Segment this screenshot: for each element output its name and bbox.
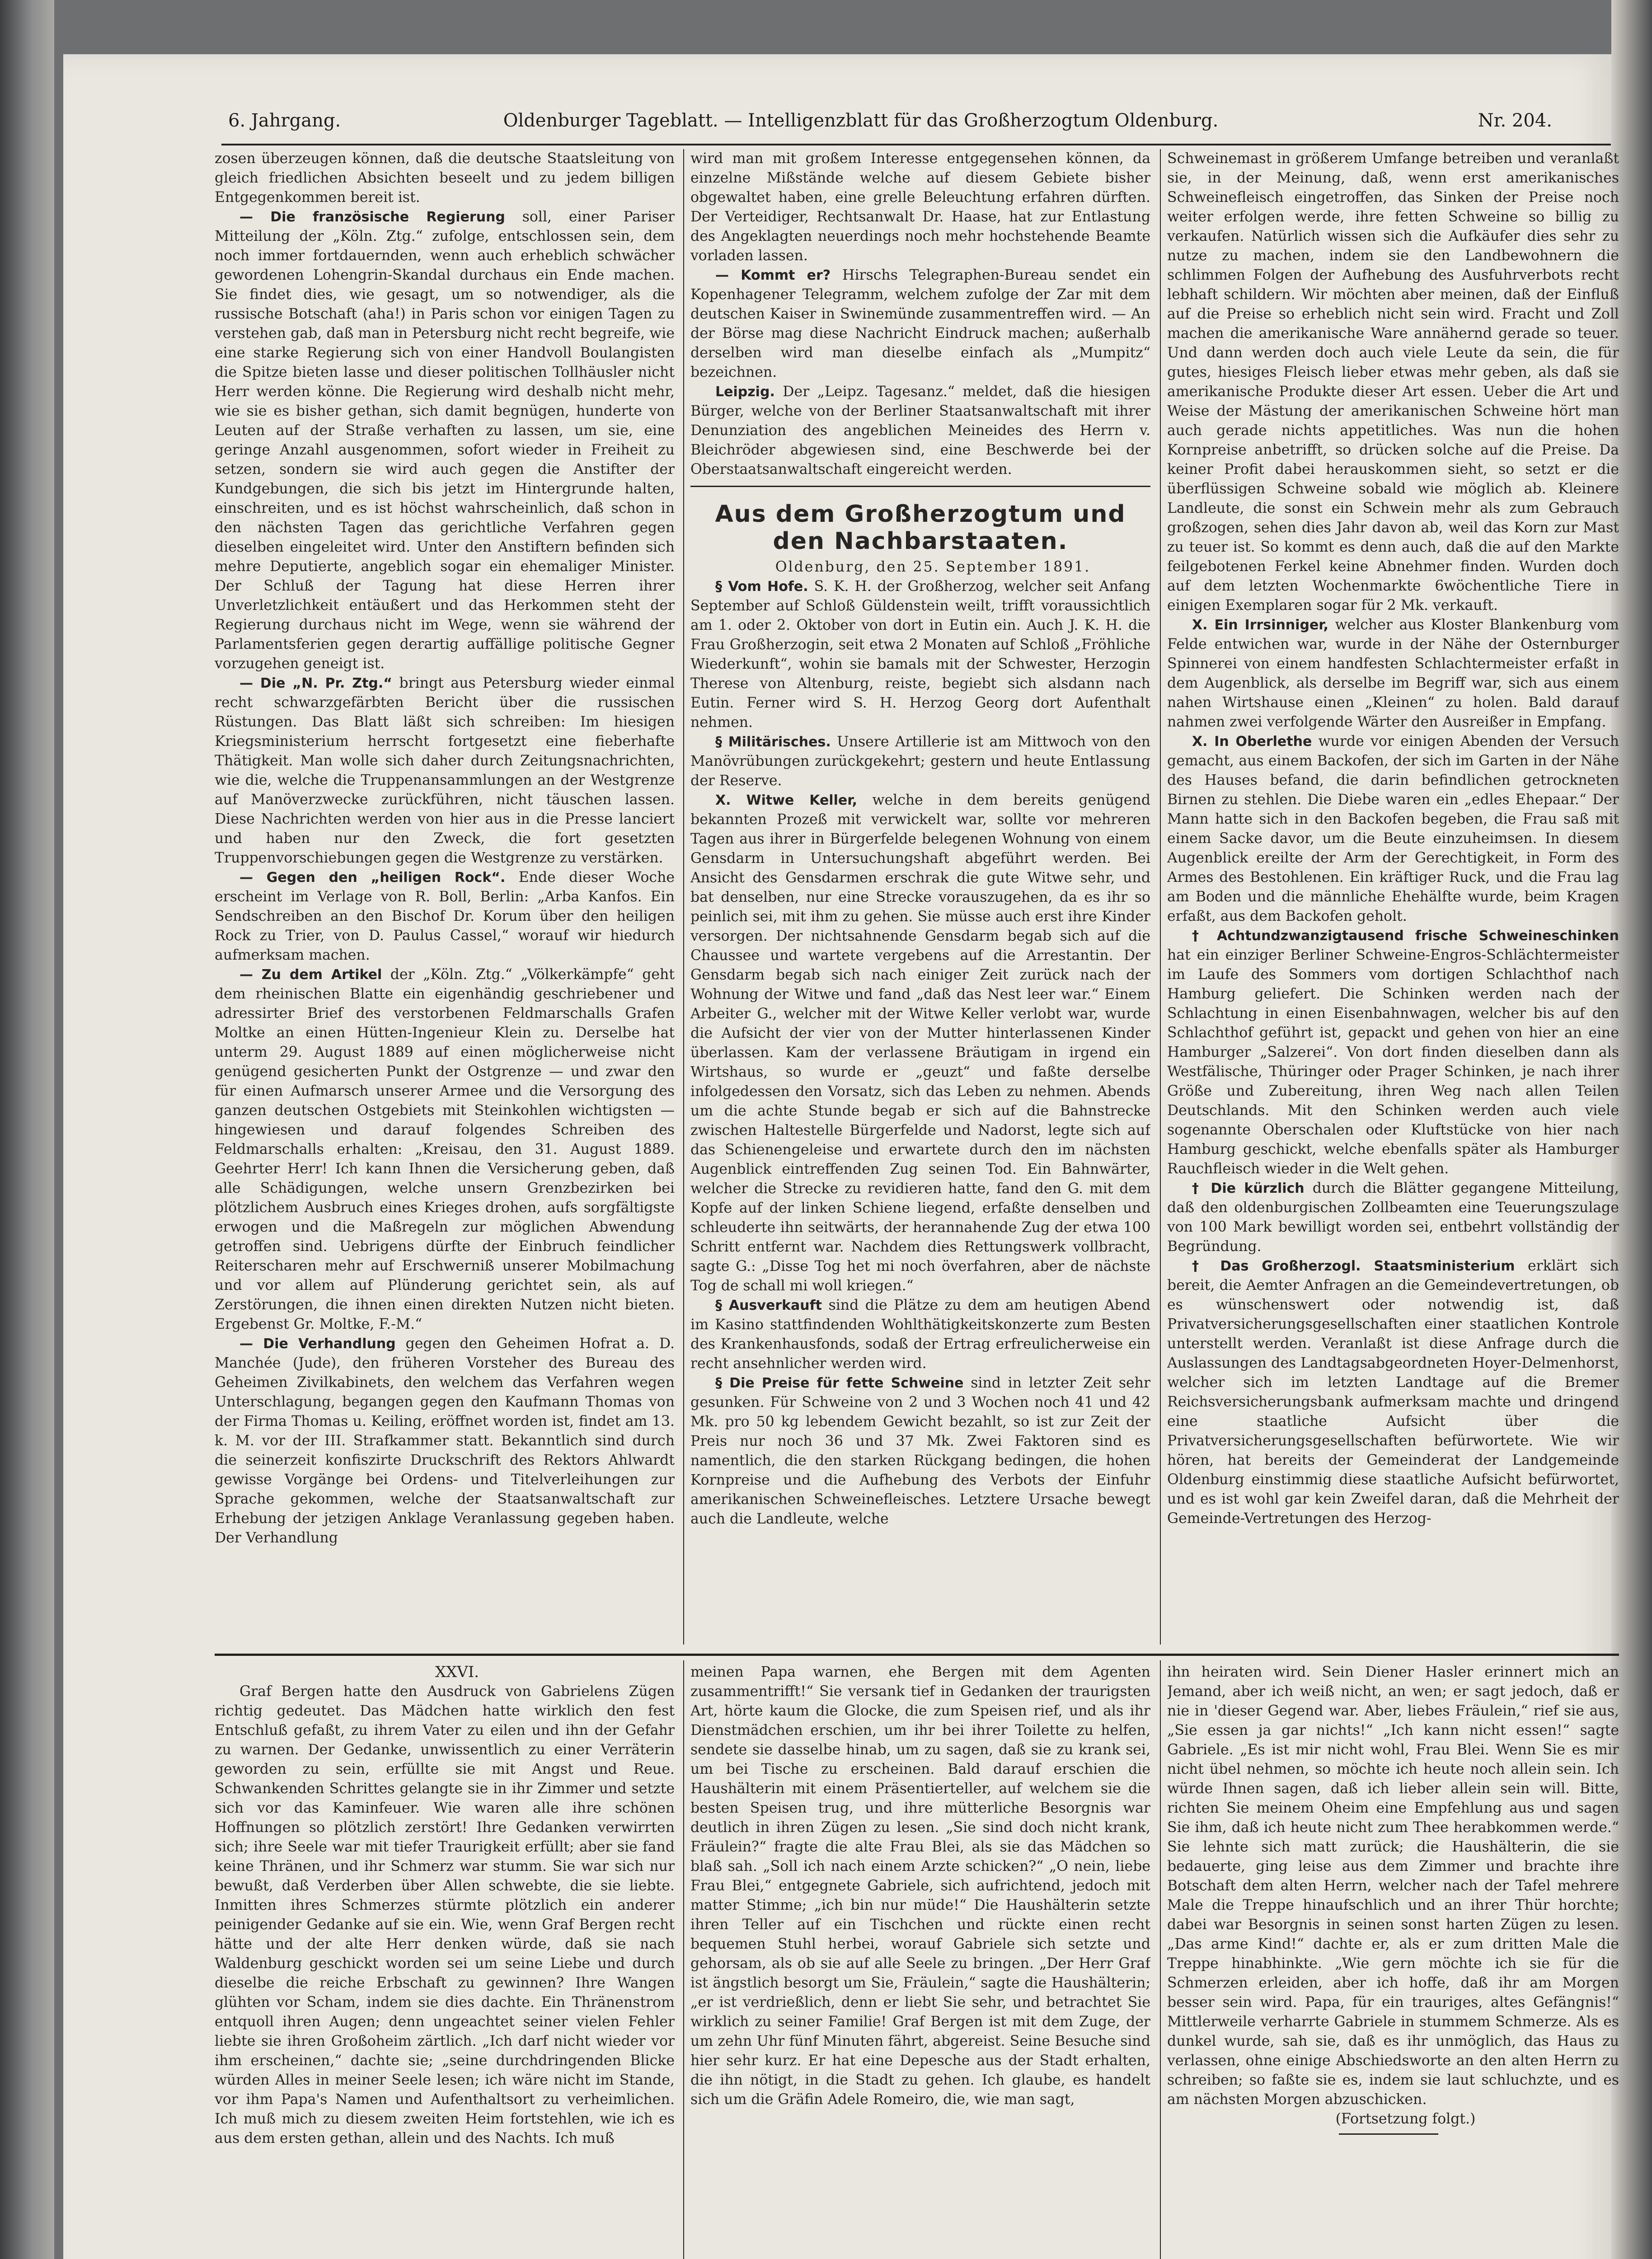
article-text: Schweinemast in größerem Umfange betreiben und veranlaßt sie, in der Meinung, daß, wenn erst amerikanisches Schweinefleisch eingetroffen, das Sinken der Preise noch weiter erfolgen werde, ihre fetten Schweine so billig zu verkaufen. Natürlich wissen sich die Aufkäufer dies sehr zu nutze zu machen, indem sie den Landbewohnern die schlimmen Folgen der Aufhebung des Ausfuhrverbots recht lebhaft schildern. Wir möchten aber meinen, daß der Einfluß auf die Preise so erheblich nicht sein wird. Fracht und Zoll machen die amerikanische Ware annähernd gerade so teuer. Und dann werden doch auch viele Leute da sein, die für gutes, hiesiges Fleisch lieber etwas mehr geben, als daß sie amerikanische Produkte dieser Art essen. Ueber die Art und Weise der Mästung der amerikanischen Schweine hört man auch gerade nichts appetitliches. Was nun die hohen Kornpreise anbetrifft, so drücken solche auf die Preise. Da keiner Profit dabei herauskommen sieht, so setzt er die überflüssigen Schweine sobald wie möglich ab. Kleinere Landleute, die sonst ein Schwein mehr als zum Gebrauch großzogen, sehen dies Jahr davon ab, weil das Korn zur Mast zu teuer ist. So kommt es denn auch, daß die auf den Markte feilgebotenen Ferkel keine Abnehmer finden. Wurden doch auf dem letzten Wochenmarkte 6wöchentliche Tiere in einigen Exemplaren sogar für 2 Mk. verkauft. (1167, 150, 1619, 614)
article-headline: † Das Großherzogl. Staatsministerium (1192, 1258, 1515, 1274)
end-rule (1339, 2133, 1438, 2135)
masthead-rule (221, 144, 1611, 145)
article-text: Hirschs Telegraphen-Bureau sendet ein Kopenhagener Telegramm, welchem zufolge der Zar mit dem deutschen Kaiser in Swinemünde zusammentreffen wird. — An der Börse mag diese Nachricht Eindruck machen; außerhalb derselben wird man dieselbe einfach als „Mumpitz“ bezeichnen. (690, 267, 1150, 380)
article-text: durch die Blätter gegangene Mitteilung, daß den oldenburgischen Zollbeamten eine Teuerungszulage von 100 Mark bewilligt worden sei, entbehrt vollständig der Begründung. (1167, 1180, 1619, 1255)
article-headline: X. In Oberlethe (1192, 734, 1312, 750)
article-text: der „Köln. Ztg.“ „Völkerkämpfe“ geht dem rheinischen Blatte ein eigenhändig geschriebener und adressirter Brief des verstorbenen Feldmarschalls Grafen Moltke an einen Hütten-Ingenieur Klein zu. Derselbe hat unterm 29. August 1889 auf einen möglicherweise nicht genügend gesicherten Punkt der Ostgrenze — und zwar den für einen Aufmarsch unserer Armee und die Versorgung des ganzen deutschen Ostgebiets mit Steinkohlen wichtigsten — hingewiesen und darauf folgendes Schreiben des Feldmarschalls erhalten: „Kreisau, den 31. August 1889. Geehrter Herr! Ich kann Ihnen die Versicherung geben, daß alle Schädigungen, welche unsern Grenzbezirken bei plötzlichem Ausbruch eines Krieges drohen, aufs sorgfältigste erwogen und die Maßregeln zur möglichen Abwendung getroffen sind. Uebrigens dürfte der Einbruch feindlicher Reiterscharen mehr auf Erschwerniß unserer Mobilmachung und vor allem auf Plünderung gerichtet sein, als auf Zerstörungen, die ihnen einen direkten Nutzen nicht bieten. Ergebenst Gr. Moltke, F.-M.“ (215, 966, 675, 1332)
feuilleton-text: meinen Papa warnen, ehe Bergen mit dem Agenten zusammentrifft!“ Sie versank tief in Gedanken der traurigsten Art, hörte kaum die Glocke, die zum Speisen rief, und als ihr Dienstmädchen erschien, um ihr bei ihrer Toilette zu helfen, sendete sie dasselbe hinab, um zu sagen, daß sie zu krank sei, um bei Tische zu erscheinen. Bald darauf erschien die Haushälterin mit einem Präsentierteller, auf welchem sie die besten Speisen trug, und ihre mütterliche Besorgnis war deutlich in ihren Zügen zu lesen. „Sie sind doch nicht krank, Fräulein?“ fragte die alte Frau Blei, als sie das Mädchen so blaß sah. „Soll ich nach einem Arzte schicken?“ „O nein, liebe Frau Blei,“ entgegnete Gabriele, sich aufrichtend, jedoch mit matter Stimme; „ich bin nur müde!“ Die Haushälterin setzte ihren Teller auf ein Tischchen und rückte einen recht bequemen Stuhl herbei, worauf Gabriele sich setzte und gehorsam, als ob sie auf alle Seele zu bringen. „Der Herr Graf ist ängstlich besorgt um Sie, Fräulein,“ sagte die Haushälterin; „er ist verdrießlich, denn er liebt Sie sehr, und betrachtet Sie wirklich zu seiner Familie! Graf Bergen ist mit dem Zuge, der um zehn Uhr fünf Minuten fährt, abgereist. Seine Besuche sind hier sehr kurz. Er hat eine Depesche aus der Stadt erhalten, die ihn nötigt, in die Stadt zu gehen. Ich glaube, es handelt sich um die Gräfin Adele Romeiro, die, wie man sagt, (690, 1664, 1150, 2108)
article (690, 791, 1150, 1296)
article-headline: X. Ein Irrsinniger, (1192, 617, 1329, 633)
article-text: erklärt sich bereit, die Aemter Anfragen an die Gemeindevertretungen, ob es wünschenswert oder notwendig ist, daß Privatversicherungsgesellschaften einer staatlichen Kontrole unterstellt werden. Veranlaßt ist diese Anfrage durch die Auslassungen des Landtagsabgeordneten Hoyer-Delmenhorst, welcher sich im letzten Landtage auf die Bremer Reichsversicherungsbank aufmerksam machte und dringend eine staatliche Aufsicht über die Privatversicherungsgesellschaften befürwortete. Wie wir hören, hat bereits der Gemeinderat der Landgemeinde Oldenburg einstimmig diese staatliche Aufsicht befürwortet, und es ist wohl gar kein Zweifel daran, daß die Mehrheit der Gemeinde-Vertretungen des Herzog- (1167, 1258, 1619, 1527)
article (215, 1334, 675, 1548)
article (690, 382, 1150, 479)
article-headline: § Ausverkauft (715, 1298, 822, 1313)
article (215, 207, 675, 674)
article-text: wurde vor einigen Abenden der Versuch gemacht, aus einem Backofen, der sich im Garten in der Nähe des Hauses befand, die darin befindlichen getrockneten Birnen zu stehlen. Die Diebe waren ein „edles Ehepaar.“ Der Mann hatte sich in den Backofen begeben, die Frau saß mit einem Sacke davor, um die Beute einzuheimsen. In diesem Augenblick ereilte der Arm der Gerechtigkeit, in Form des Armes des Bestohlenen. Ein kräftiger Ruck, und die Frau lag am Boden und die männliche Ehehälfte wurde, beim Kragen erfaßt, aus dem Backofen geholt. (1167, 733, 1619, 924)
feuilleton-text: Graf Bergen hatte den Ausdruck von Gabrielens Zügen richtig gedeutet. Das Mädchen hatte wirklich den fest Entschluß gefaßt, zu ihrem Vater zu eilen und ihn der Gefahr zu warnen. Der Gedanke, unwissentlich zu einer Verräterin geworden zu sein, erfüllte sie mit Angst und Reue. Schwankenden Schrittes gelangte sie in ihr Zimmer und setzte sich vor das Kaminfeuer. Wie waren alle ihre schönen Hoffnungen so plötzlich zerstört! Ihre Gedanken verwirrten sich; ihre Seele war mit tiefer Traurigkeit erfüllt; aber sie fand keine Thränen, und ihr Schmerz war stumm. Sie war sich nur bewußt, daß Verderben über Allen schwebte, die sie liebte. Inmitten ihres Schmerzes stürmte plötzlich ein anderer peinigender Gedanke auf sie ein. Wie, wenn Graf Bergen recht hätte und der alte Herr denken würde, daß sie nach Waldenburg geschickt worden sei um seine Liebe und durch dieselbe die reiche Erbschaft zu gewinnen? Ihre Wangen glühten vor Scham, indem sie dies dachte. Ein Thränenstrom entquoll ihren Augen; denn ungeachtet seiner vielen Fehler liebte sie ihren Großoheim zärtlich. „Ich darf nicht wieder vor ihm erscheinen,“ dachte sie; „seine durchdringenden Blicke würden Alles in meiner Seele lesen; ich wäre nicht im Stande, vor ihm Papa's Namen und Aufenthaltsort zu verheimlichen. Ich muß mich zu diesem zweiten Heim fortstehlen, wie ich es aus dem ersten gethan, allein und des Nachts. Ich muß (215, 1683, 675, 2147)
article-headline: — Die französische Regierung (239, 209, 505, 225)
article-text: wird man mit großem Interesse entgegensehen können, da einzelne Mißstände welche auf diesem Gebiete bisher obgewaltet haben, eine grelle Beleuchtung erfahren dürften. Der Verteidiger, Rechtsanwalt Dr. Haase, hat zur Entlastung des Angeklagten neuerdings noch mehr hochstehende Beamte vorladen lassen. (690, 150, 1150, 264)
article-text: sind die Plätze zu dem am heutigen Abend im Kasino stattfindenden Wohlthätigkeitskonzerte zum Besten des Krankenhausfonds, sodaß der Ertrag erfreulicherweise ein recht ansehnlicher werden wird. (690, 1297, 1150, 1372)
article-text: S. K. H. der Großherzog, welcher seit Anfang September auf Schloß Güldenstein weilt, trifft voraussichtlich am 1. oder 2. Oktober von dort in Eutin ein. Auch J. K. H. die Frau Großherzogin, seit etwa 2 Monaten auf Schloß „Fröhliche Wiederkunft“, wohin sie bamals mit der Schwester, Herzogin Therese von Altenburg, reiste, begiebt sich alsdann nach Eutin. Ferner wird S. H. Herzog Georg dort Aufenthalt nehmen. (690, 578, 1150, 731)
article (1167, 732, 1619, 926)
issue-number: Nr. 204. (1478, 110, 1552, 131)
feuilleton-column-3 (1167, 1663, 1619, 2259)
column-divider-2 (1160, 149, 1161, 1645)
article (690, 1373, 1150, 1529)
article (1167, 615, 1619, 732)
article (215, 868, 675, 965)
article (690, 577, 1150, 732)
news-column-1 (215, 149, 675, 1649)
section-heading: Aus dem Großherzogtum und den Nachbarstaaten. (715, 501, 1126, 555)
article-text: zosen überzeugen können, daß die deutsche Staatsleitung von gleich friedlichen Absichten beseelt und zu jedem billigen Entgegenkommen bereit ist. (215, 150, 675, 206)
article-text: gegen den Geheimen Hofrat a. D. Manchée (Jude), den früheren Vorsteher des Bureau des Geheimen Zivilkabinets, den welchem das Verfahren wegen Unterschlagung, begangen gegen den Kaufmann Thomas von der Firma Thomas u. Keiling, eröffnet worden ist, findet am 13. k. M. vor der III. Strafkammer statt. Bekanntlich sind durch die seinerzeit konfiszirte Druckschrift des Rektors Ahlwardt gewisse Vorgänge bei Ordens- und Titelverleihungen zur Sprache gekommen, welche der Staatsanwaltschaft zur Erhebung der jetzigen Anklage Veranlassung gegeben haben. Der Verhandlung (215, 1336, 675, 1546)
article-text: Ende dieser Woche erscheint im Verlage von R. Boll, Berlin: „Arba Kanfos. Ein Sendschreiben an den Bischof Dr. Korum über den heiligen Rock zu Trier, von D. Paulus Cassel,“ worauf wir hiedurch aufmerksam machen. (215, 869, 675, 963)
feuilleton-column-1 (215, 1663, 675, 2259)
feuilleton-divider-1 (683, 1660, 684, 2259)
article-text: soll, einer Pariser Mitteilung der „Köln. Ztg.“ zufolge, entschlossen sein, dem noch immer fortdauernden, wenn auch erheblich schwächer gewordenen Lohengrin-Skandal durchaus ein Ende machen. Sie findet dies, wie gesagt, um so notwendiger, als die russische Botschaft (aha!) in Paris schon vor einigen Tagen zu verstehen gab, daß man in Petersburg nicht recht begreife, wie eine starke Regierung sich von einer Handvoll Boulangisten die Spitze bieten lasse und dieser politischen Tollhäusler nicht Herr werden könne. Die Regierung wird deshalb nicht mehr, wie sie es bisher gethan, sich damit begnügen, hunderte von Leuten auf der Straße verhaften zu lassen, um sie, eine geringe Anzahl ausgenommen, sofort wieder in Freiheit zu setzen, sondern sie wird auch gegen die Anstifter der Kundgebungen, die sich bis jetzt im Hintergrunde halten, einschreiten, und es ist höchst wahrscheinlich, daß schon in den nächsten Tagen das gerichtliche Verfahren gegen dieselben eingeleitet wird. Unter den Anstiftern befinden sich mehre Deputierte, angeblich sogar ein ehemaliger Minister. Der Schluß der Tagung hat diese Herren ihrer Unverletzlichkeit entäußert und das Herkommen steht der Regierung durchaus nicht im Wege, wenn sie während der Parlamentsferien gegen derartig auffällige politische Gegner vorzugehen geneigt ist. (215, 209, 675, 672)
article-headline: — Gegen den „heiligen Rock“. (239, 870, 506, 886)
article-headline: Leipzig. (715, 384, 775, 400)
article-headline: — Die „N. Pr. Ztg.“ (239, 675, 393, 691)
news-column-3 (1167, 149, 1619, 1649)
article-headline: X. Witwe Keller, (715, 792, 857, 808)
column-divider-1 (683, 149, 684, 1645)
article (215, 965, 675, 1334)
dateline: Oldenburg, den 25. September 1891. (775, 559, 1091, 575)
article (690, 266, 1150, 382)
feuilleton-divider-2 (1160, 1660, 1161, 2259)
news-column-2 (690, 149, 1150, 1649)
feuilleton-column-2 (690, 1663, 1150, 2259)
masthead (156, 104, 1566, 140)
article (1167, 1256, 1619, 1528)
article-headline: † Achtundzwanzigtausend frische Schweineschinken (1192, 928, 1619, 944)
chapter-numeral: XXVI. (435, 1663, 479, 1681)
article (690, 732, 1150, 791)
article (1167, 1179, 1619, 1256)
article-text: Der „Leipz. Tagesanz.“ meldet, daß die hiesigen Bürger, welche von der Berliner Staatsanwaltschaft mit ihrer Denunziation des angeblichen Meineides des Herrn v. Bleichröder abgewiesen sind, eine Beschwerde bei der Oberstaatsanwaltschaft eingereicht werden. (690, 384, 1150, 478)
article-headline: § Militärisches. (715, 734, 831, 750)
article-headline: — Kommt er? (715, 267, 831, 283)
newspaper-title: Oldenburger Tageblatt. — Intelligenzblatt für das Großherzogtum Oldenburg. (503, 110, 1219, 131)
book-binding (0, 0, 54, 2259)
article-headline: — Die Verhandlung (239, 1336, 396, 1352)
article-text: hat ein einziger Berliner Schweine-Engros-Schlächtermeister im Laufe des Sommers vom dortigen Schlachthof nach Hamburg geliefert. Die Schinken werden nach der Schlachtung in einen Eisenbahnwagen, welcher bis auf den Schlachthof geführt ist, gepackt und gehen von hier an eine Hamburger „Salzerei“. Von dort finden dieselben dann als Westfälische, Thüringer oder Prager Schinken, je nach ihrer Größe und Zubereitung, ihren Weg nach allen Teilen Deutschlands. Mit den Schinken werden auch viele sogenannte Oberschalen oder Kluftstücke von hier nach Hamburg geschickt, welche ebenfalls später als Hamburger Rauchfleisch wieder in die Welt gehen. (1167, 947, 1619, 1177)
section-rule (690, 486, 1150, 487)
article (215, 674, 675, 868)
article-headline: § Die Preise für fette Schweine (715, 1375, 964, 1391)
article-headline: § Vom Hofe. (715, 579, 808, 595)
article-text: welche in dem bereits genügend bekannten Prozeß mit verwickelt war, sollte vor mehreren Tagen aus ihrer in Bürgerfelde belegenen Wohnung von einem Gensdarm in Untersuchungshaft abgeführt werden. Bei Ansicht des Gensdarmen erschrak die gute Witwe sehr, und bat denselben, nur eine Strecke vorauszugehen, da es ihr so peinlich sei, mit ihm zu gehen. Sie müsse auch erst ihre Kinder versorgen. Der nichtsahnende Gensdarm begab sich auf die Chaussee und wartete vergebens auf die Arrestantin. Der Gensdarm begab sich nach einiger Zeit zurück nach der Wohnung der Witwe und fand „daß das Nest leer war.“ Einem Arbeiter G., welcher mit der Witwe Keller verlobt war, wurde die Aufsicht der vier von der Mutter hinterlassenen Kinder überlassen. Kam der verlassene Bräutigam in irgend ein Wirtshaus, so wurde er „geuzt“ und faßte derselbe infolgedessen den Vorsatz, sich das Leben zu nehmen. Abends um die achte Stunde begab er sich auf die Bahnstrecke zwischen Haltestelle Bürgerfelde und Nadorst, legte sich auf das Schienengeleise und erwartete durch den im nächsten Augenblick eintreffenden Zug seinen Tod. Ein Bahnwärter, welcher die Strecke zu revidieren hatte, fand den G. mit dem Kopfe auf der linken Schiene liegend, erfaßte denselben und schleuderte ihn seitwärts, der herannahende Zug der etwa 100 Schritt entfernt war. Nachdem dies Rettungswerk vollbracht, sagte G.: „Disse Tog het mi noch överfahren, aber de nächste Tog de schall mi woll kriegen.“ (690, 792, 1150, 1294)
feuilleton-rule (215, 1654, 1619, 1656)
volume-label: 6. Jahrgang. (228, 110, 341, 131)
article-headline: † Die kürzlich (1192, 1181, 1305, 1196)
article (1167, 926, 1619, 1179)
continuation-note: (Fortsetzung folgt.) (1335, 2111, 1476, 2127)
article-headline: — Zu dem Artikel (239, 967, 382, 983)
feuilleton-text: ihn heiraten wird. Sein Diener Hasler erinnert mich an Jemand, aber ich weiß nicht, an wen; er sagt jedoch, daß er nie in 'dieser Gegend war. Aber, liebes Fräulein,“ rief sie aus, „Sie essen ja gar nichts!“ „Ich kann nicht essen!“ sagte Gabriele. „Es ist mir nicht wohl, Frau Blei. Wenn Sie es mir nicht übel nehmen, so möchte ich heute noch allein sein. Ich würde Ihnen sagen, daß ich lieber allein sein will. Bitte, richten Sie meinem Oheim eine Empfehlung aus und sagen Sie ihm, daß ich heute nicht zum Thee herabkommen werde.“ Sie lehnte sich matt zurück; die Haushälterin, die sie bedauerte, ging leise aus dem Zimmer und brachte ihre Botschaft dem alten Herrn, welcher nach der Tafel mehrere Male die Treppe hinaufschlich und an ihrer Thür horchte; dabei war Besorgnis in seinen sonst harten Zügen zu lesen. „Das arme Kind!“ dachte er, als er zum dritten Male die Treppe hinabhinkte. „Wie gern möchte ich sie für die Schmerzen erleiden, aber ich hoffe, daß ihr am Morgen besser sein wird. Papa, für ein trauriges, altes Gefängnis!“ Mittlerweile verharrte Gabriele in stummem Schmerze. Als es dunkel wurde, sah sie, daß es ihr unmöglich, das Haus zu verlassen, ohne einige Abschiedsworte an den alten Herrn zu schreiben; so faßte sie es, indem sie laut schluchzte, und es am nächsten Morgen abzuschicken. (1167, 1664, 1619, 2108)
article-text: bringt aus Petersburg wieder einmal recht schwarzgefärbten Bericht über die russischen Rüstungen. Das Blatt läßt sich schreiben: Im hiesigen Kriegsministerium herrscht fortgesetzt eine fieberhafte Thätigkeit. Man wolle sich daher durch Zeitungsnachrichten, wie die, welche die Truppenansammlungen an der Westgrenze auf Manöverzwecke zurückführen, nicht täuschen lassen. Diese Nachrichten werden von hier aus in die Presse lanciert und haben nur den Zweck, die fort gesetzten Truppenvorschiebungen gegen die Westgrenze zu verstärken. (215, 675, 675, 866)
article (690, 1296, 1150, 1373)
article-text: sind in letzter Zeit sehr gesunken. Für Schweine von 2 und 3 Wochen noch 41 und 42 Mk. pro 50 kg lebendem Gewicht bezahlt, so ist zur Zeit der Preis nur noch 36 und 37 Mk. Zwei Faktoren sind es namentlich, die den starken Rückgang bedingen, die hohen Kornpreise und die Aufhebung des Verbots der Einfuhr amerikanischen Schweinefleisches. Letztere Ursache bewegt auch die Landleute, welche (690, 1375, 1150, 1527)
article-text: welcher aus Kloster Blankenburg vom Felde entwichen war, wurde in der Nähe der Osternburger Spinnerei von einem handfesten Schlachtermeister erfaßt in dem Augenblick, als derselbe im Begriff war, sich aus einem nahen Wirtshause einen „Kleinen“ zu holen. Bald darauf nahmen zwei verfolgende Wärter den Ausreißer in Empfang. (1167, 617, 1619, 730)
article-text: Unsere Artillerie ist am Mittwoch von den Manövrübungen zurückgekehrt; gestern und heute Entlassung der Reserve. (690, 734, 1150, 789)
